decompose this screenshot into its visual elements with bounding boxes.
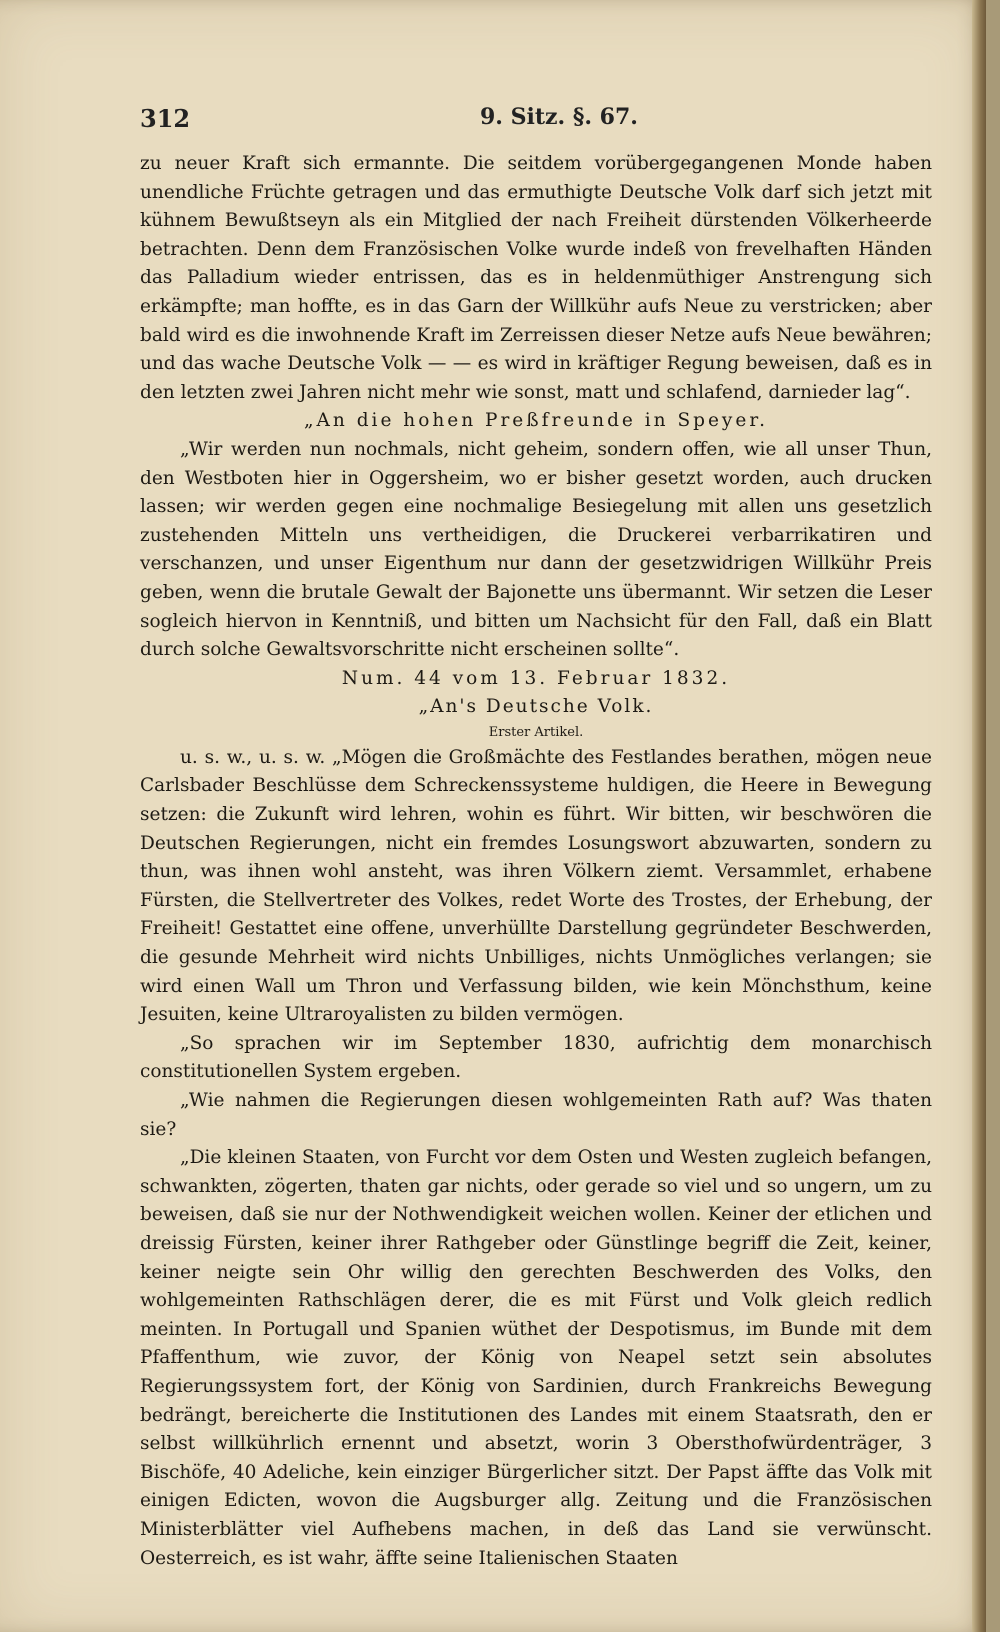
article-subtitle: Erster Artikel. [488, 724, 584, 740]
page-header [140, 104, 930, 138]
section-heading-pressfreunde: „An die hohen Preßfreunde in Speyer. [303, 410, 769, 432]
paragraph-september: „So sprachen wir im September 1830, aufrichtig dem monarchisch constitutionellen System ergeben. [140, 1032, 932, 1083]
running-title: 9. Sitz. §. 67. [480, 104, 638, 130]
paragraph-kleinen-staaten: „Die kleinen Staaten, von Furcht vor dem Osten und Westen zugleich befangen, schwankten, zögerten, thaten gar nichts, oder gerade so viel und so ungern, um zu beweisen, daß sie nur der Nothwendigkeit weichen wollen. Keiner der etlichen und dreissig Fürsten, keiner ihrer Rathgeber oder Günstlinge begriff die Zeit, keiner, keiner neigte sein Ohr willig den gerechten Beschwerden des Volks, den wohlgemeinten Rathschlägen derer, die es mit Fürst und Volk gleich redlich meinten. In Portugall und Spanien wüthet der Despotismus, im Bunde mit dem Pfaffenthum, wie zuvor, der König von Neapel setzt sein absolutes Regierungssystem fort, der König von Sardinien, durch Frankreichs Bewegung bedrängt, bereicherte die Institutionen des Landes mit einem Staatsrath, den er selbst willkührlich ernennt und absetzt, worin 3 Obersthofwürdenträger, 3 Bischöfe, 40 Adeliche, kein einziger Bürgerlicher sitzt. Der Papst äffte das Volk mit einigen Edicten, wovon die Augsburger allg. Zeitung und die Französischen Ministerblätter viel Aufhebens machen, in deß das Land sie verwünscht. Oesterreich, es ist wahr, äffte seine Italienischen Staaten [140, 1147, 932, 1569]
paragraph-grossmaechte: u. s. w., u. s. w. „Mögen die Großmächte des Festlandes berathen, mögen neue Carlsbader Beschlüsse dem Schreckenssysteme huldigen, die Heere in Bewegung setzen: die Zukunft wird lehren, wohin es führt. Wir bitten, wir beschwören die Deutschen Regierungen, nicht ein fremdes Losungswort abzuwarten, sondern zu thun, was ihnen wohl ansteht, was ihren Völkern ziemt. Versammlet, erhabene Fürsten, die Stellvertreter des Volkes, redet Worte des Trostes, der Erhebung, der Freiheit! Gestattet eine offene, unverhüllte Darstellung gegründeter Beschwerden, die gesunde Mehrheit wird nichts Unbilliges, nichts Unmögliches verlangen; sie wird einen Wall um Thron und Verfassung bilden, wie kein Mönchsthum, keine Jesuiten, keine Ultraroyalisten zu bilden vermögen. [140, 746, 932, 1026]
issue-heading: Num. 44 vom 13. Februar 1832. [341, 667, 731, 689]
paragraph-continuation: zu neuer Kraft sich ermannte. Die seitdem vorübergegangenen Monde haben unendliche Früchte getragen und das ermuthigte Deutsche Volk darf sich jetzt mit kühnem Bewußtseyn als ein Mitglied der nach Freiheit dürstenden Völkerheerde betrachten. Denn dem Französischen Volke wurde indeß von frevelhaften Händen das Palladium wieder entrissen, das es in heldenmüthiger Anstrengung sich erkämpfte; man hoffte, es in das Garn der Willkühr aufs Neue zu verstricken; aber bald wird es die inwohnende Kraft im Zerreissen dieser Netze aufs Neue bewähren; und das wache Deutsche Volk — — es wird in kräftiger Regung beweisen, daß es in den letzten zwei Jahren nicht mehr wie sonst, matt und schlafend, darnieder lag“. [140, 153, 932, 403]
body-text [140, 150, 932, 1573]
paragraph-westboten: „Wir werden nun nochmals, nicht geheim, sondern offen, wie all unser Thun, den Westboten hier in Oggersheim, wo er bisher gesetzt worden, auch drucken lassen; wir werden gegen eine nochmalige Besiegelung mit allen uns gesetzlich zustehenden Mitteln uns vertheidigen, die Druckerei verbarrikatiren und verschanzen, und unser Eigenthum nur dann der gesetzwidrigen Willkühr Preis geben, wenn die brutale Gewalt der Bajonette uns übermannt. Wir setzen die Leser sogleich hiervon in Kenntniß, und bitten um Nachsicht für den Fall, daß ein Blatt durch solche Gewaltsvorschritte nicht erscheinen sollte“. [140, 438, 932, 661]
page-edge [972, 0, 986, 1632]
paragraph-regierungen: „Wie nahmen die Regierungen diesen wohlgemeinten Rath auf? Was thaten sie? [140, 1090, 932, 1140]
article-title: „An's Deutsche Volk. [418, 696, 654, 718]
page-number: 312 [140, 104, 191, 133]
